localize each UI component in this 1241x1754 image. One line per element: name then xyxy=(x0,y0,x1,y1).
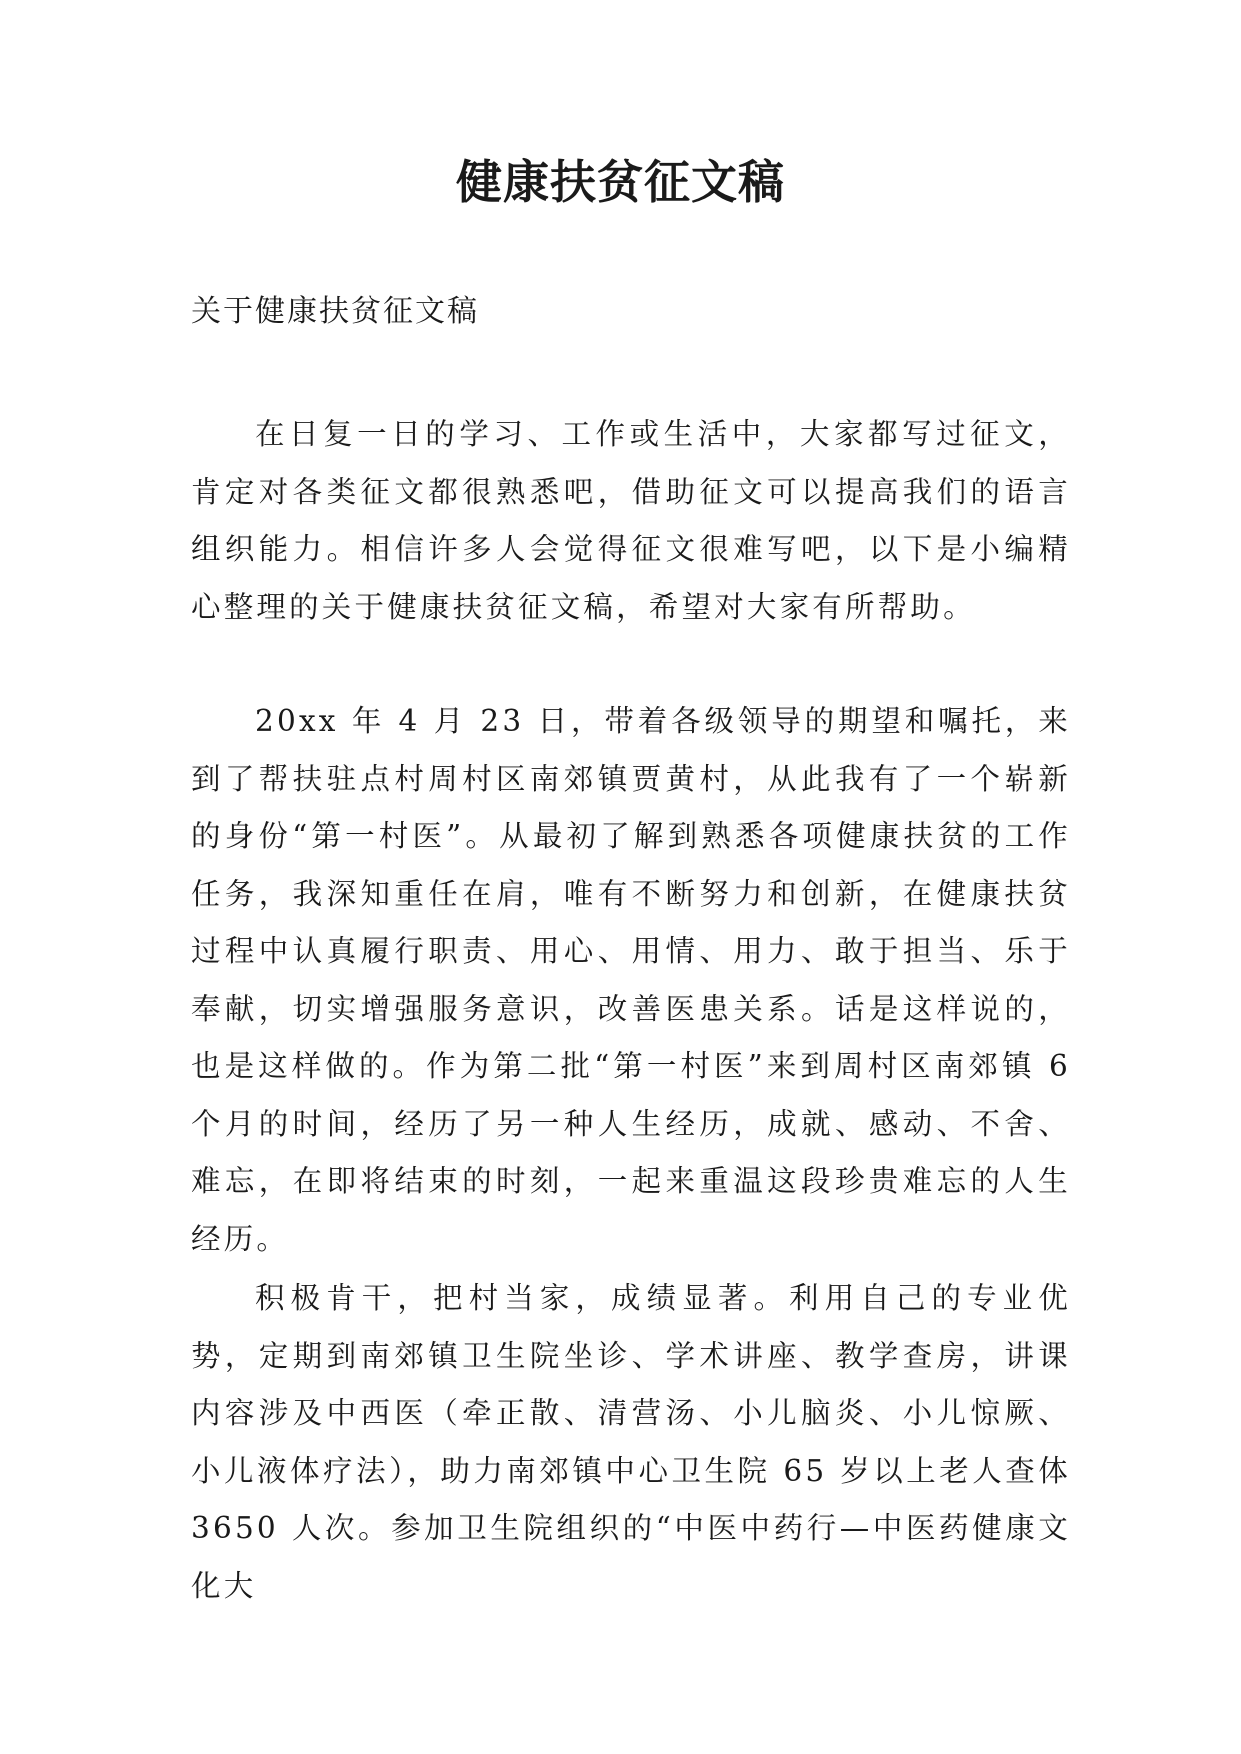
paragraph-intro: 在日复一日的学习、工作或生活中，大家都写过征文，肯定对各类征文都很熟悉吧，借助征文可以提高我们的语言组织能力。相信许多人会觉得征文很难写吧，以下是小编精心整理的关于健康扶贫征文稿，希望对大家有所帮助。 xyxy=(191,417,1071,624)
paragraph-arrival: 20xx 年 4 月 23 日，带着各级领导的期望和嘱托，来到了帮扶驻点村周村区南郊镇贾黄村，从此我有了一个崭新的身份“第一村医”。从最初了解到熟悉各项健康扶贫的工作任务，我深知重任在肩，唯有不断努力和创新，在健康扶贫过程中认真履行职责、用心、用情、用力、敢于担当、乐于奉献，切实增强服务意识，改善医患关系。话是这样说的，也是这样做的。作为第二批“第一村医”来到周村区南郊镇 6 个月的时间，经历了另一种人生经历，成就、感动、不舍、难忘，在即将结束的时刻，一起来重温这段珍贵难忘的人生经历。 xyxy=(191,704,1071,1256)
document-subtitle: 关于健康扶贫征文稿 xyxy=(191,294,479,329)
document-title: 健康扶贫征文稿 xyxy=(456,155,785,209)
paragraph-achievements: 积极肯干，把村当家，成绩显著。利用自己的专业优势，定期到南郊镇卫生院坐诊、学术讲座、教学查房，讲课内容涉及中西医（牵正散、清营汤、小儿脑炎、小儿惊厥、小儿液体疗法），助力南郊镇中心卫生院 65 岁以上老人查体 3650 人次。参加卫生院组织的“中医中药行—中医药健康文化大 xyxy=(191,1281,1071,1603)
